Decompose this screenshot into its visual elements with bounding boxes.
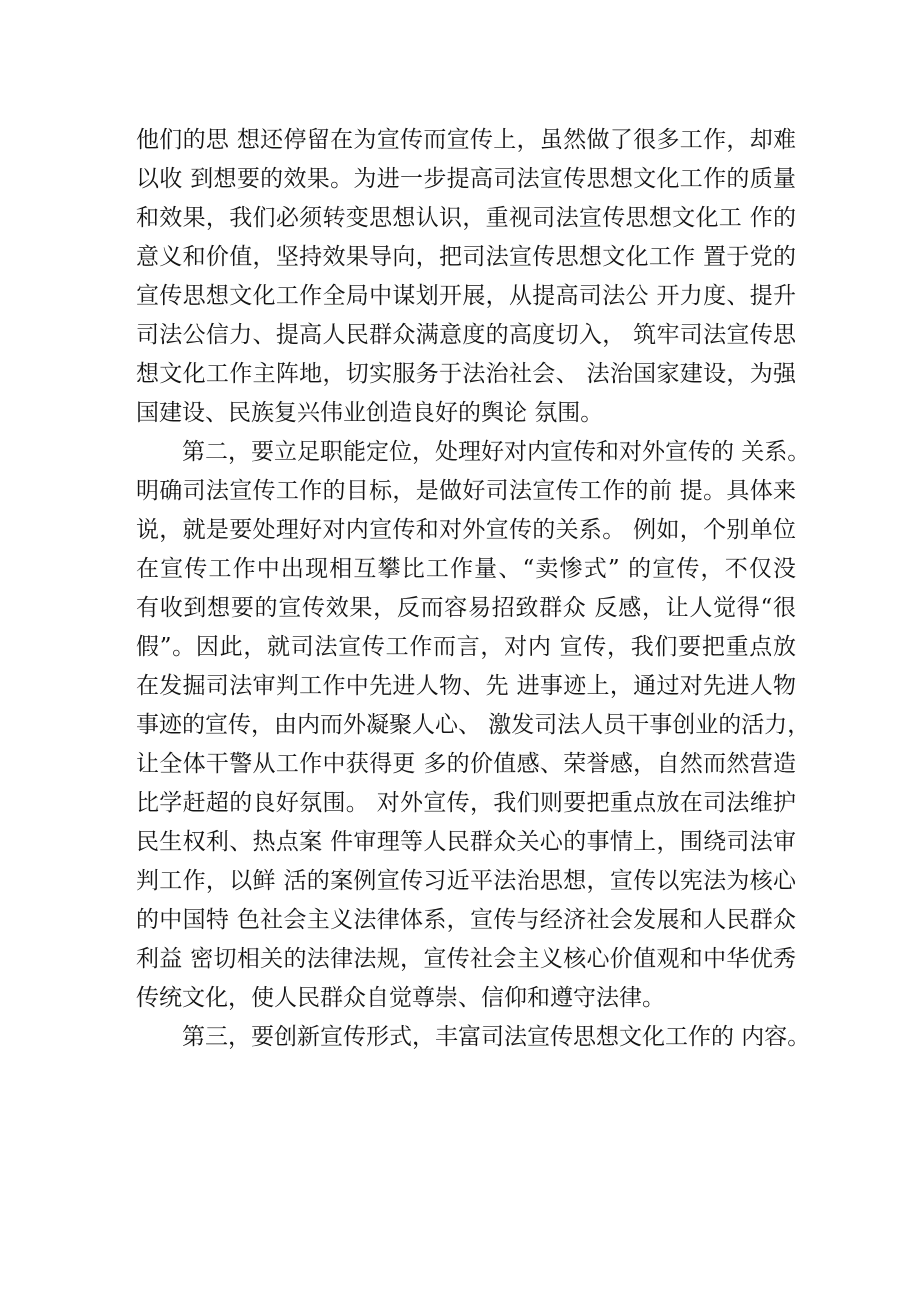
text-line: 在宣传工作中出现相互攀比工作量、“卖惨式” 的宣传，不仅没 <box>136 556 796 582</box>
text-line: 第二，要立足职能定位，处理好对内宣传和对外宣传的 关系。 <box>182 439 811 465</box>
text-line: 判工作，以鲜 活的案例宣传习近平法治思想，宣传以宪法为核心 <box>136 868 796 894</box>
text-line: 说，就是要处理好对内宣传和对外宣传的关系。 例如，个别单位 <box>136 517 796 543</box>
text-line: 宣传思想文化工作全局中谋划开展，从提高司法公 开力度、提升 <box>136 283 796 309</box>
text-line: 想文化工作主阵地，切实服务于法治社会、 法治国家建设，为强 <box>136 361 796 387</box>
text-line: 利益 密切相关的法律法规，宣传社会主义核心价值观和中华优秀 <box>136 946 796 972</box>
text-line: 假”。因此，就司法宣传工作而言，对内 宣传，我们要把重点放 <box>136 634 796 660</box>
text-line: 第三，要创新宣传形式，丰富司法宣传思想文化工作的 内容。 <box>182 1024 811 1050</box>
text-line: 事迹的宣传，由内而外凝聚人心、 激发司法人员干事创业的活力， <box>136 712 811 738</box>
text-line: 的中国特 色社会主义法律体系，宣传与经济社会发展和人民群众 <box>136 907 796 933</box>
text-line: 民生权利、热点案 件审理等人民群众关心的事情上，围绕司法审 <box>136 829 796 855</box>
document-body <box>136 121 811 1057</box>
text-line: 国建设、民族复兴伟业创造良好的舆论 氛围。 <box>136 400 604 426</box>
paragraph-3 <box>136 1018 811 1057</box>
text-line: 司法公信力、提高人民群众满意度的高度切入， 筑牢司法宣传思 <box>136 322 796 348</box>
paragraph-2 <box>136 433 811 1018</box>
paragraph-1 <box>136 121 796 433</box>
text-line: 让全体干警从工作中获得更 多的价值感、荣誉感，自然而然营造 <box>136 751 796 777</box>
text-line: 传统文化，使人民群众自觉尊崇、信仰和遵守法律。 <box>136 985 665 1011</box>
text-line: 在发掘司法审判工作中先进人物、先 进事迹上，通过对先进人物 <box>136 673 796 699</box>
text-line: 明确司法宣传工作的目标，是做好司法宣传工作的前 提。具体来 <box>136 478 796 504</box>
text-line: 意义和价值，坚持效果导向，把司法宣传思想文化工作 置于党的 <box>136 244 796 270</box>
text-line: 以收 到想要的效果。为进一步提高司法宣传思想文化工作的质量 <box>136 166 796 192</box>
text-line: 他们的思 想还停留在为宣传而宣传上，虽然做了很多工作，却难 <box>136 127 796 153</box>
text-line: 有收到想要的宣传效果，反而容易招致群众 反感，让人觉得“很 <box>136 595 796 621</box>
text-line: 和效果，我们必须转变思想认识，重视司法宣传思想文化工 作的 <box>136 205 796 231</box>
text-line: 比学赶超的良好氛围。 对外宣传，我们则要把重点放在司法维护 <box>136 790 796 816</box>
